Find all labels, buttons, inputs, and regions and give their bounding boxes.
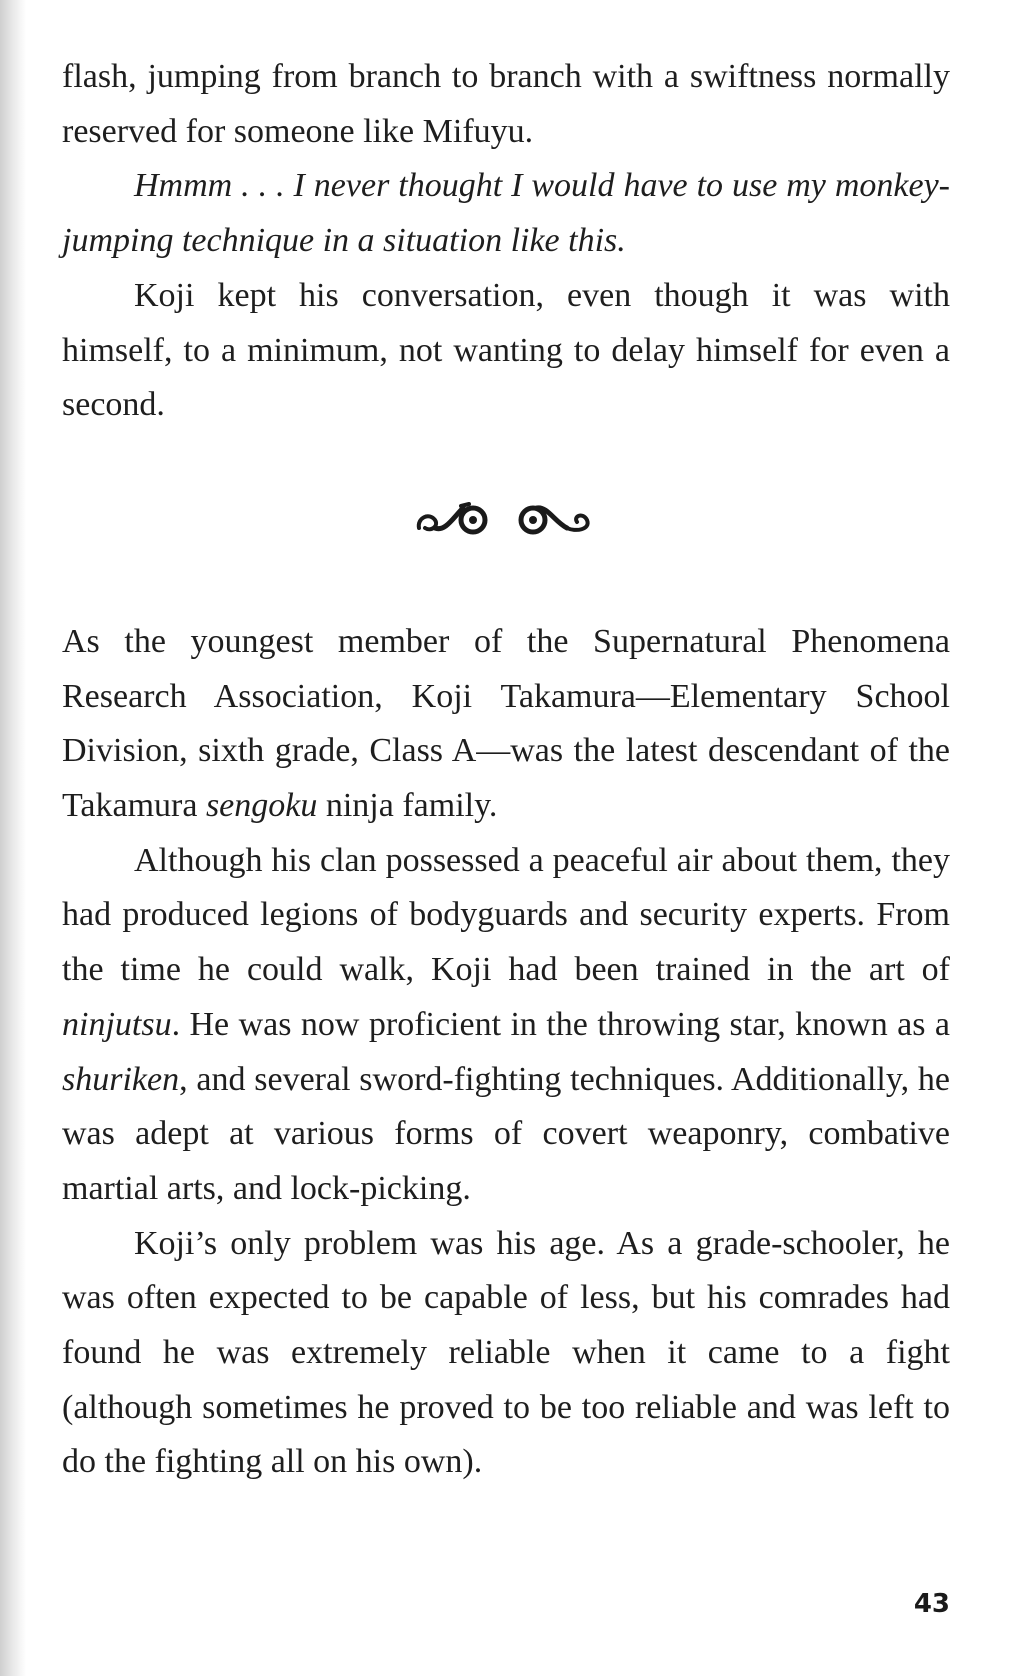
sengoku-term: sengoku <box>205 787 318 825</box>
left-scroll-icon <box>419 504 485 532</box>
spine-shadow <box>0 0 26 1676</box>
clan-text-3: , and several sword-fighting techniques. Additionally, he was adept at various forms of covert weaponry, combative martial arts, and lock-picking. <box>62 1060 950 1207</box>
clan-text-2: . He was now proficient in the throwing star, known as a <box>171 1005 950 1043</box>
ninja-family-text: ninja family. <box>317 787 498 825</box>
paragraph-koji-age: Koji’s only problem was his age. As a grade-schooler, he was often expected to be capable of less, but his comrades had found he was extremely reliable when it came to a fight (although sometimes he proved to be too reliable and was left to do the fighting all on his own). <box>62 1224 950 1481</box>
scroll-ornament-icon <box>62 473 950 563</box>
paragraph-thought: Hmmm . . . I never thought I would have to use my monkey-jumping technique in a situation like this. <box>62 167 950 260</box>
page-body <box>62 50 950 1490</box>
youngest-member-text: As the youngest member of the Supernatural Phenomena Research Association, Koji Takamura—Elementary School Division, sixth grade, Class A—was the latest descendant of the Takamura <box>62 622 950 825</box>
clan-text-1: Although his clan possessed a peaceful air about them, they had produced legions of bodyguards and security experts. From the time he could walk, Koji had been trained in the art of <box>62 841 950 989</box>
ninjutsu-term: ninjutsu <box>62 1005 172 1043</box>
paragraph-youngest-member <box>62 615 950 834</box>
paragraph-flash: flash, jumping from branch to branch with a swiftness normally reserved for someone like Mifuyu. <box>62 58 950 150</box>
scroll-ornament-svg <box>411 488 601 548</box>
paragraph-clan-training <box>62 834 950 1217</box>
right-scroll-icon <box>521 508 588 532</box>
paragraph-koji-conversation: Koji kept his conversation, even though it was with himself, to a minimum, not wanting to delay himself for even a second. <box>62 276 950 424</box>
page-number: 43 <box>913 1589 950 1619</box>
shuriken-term: shuriken <box>62 1060 180 1098</box>
